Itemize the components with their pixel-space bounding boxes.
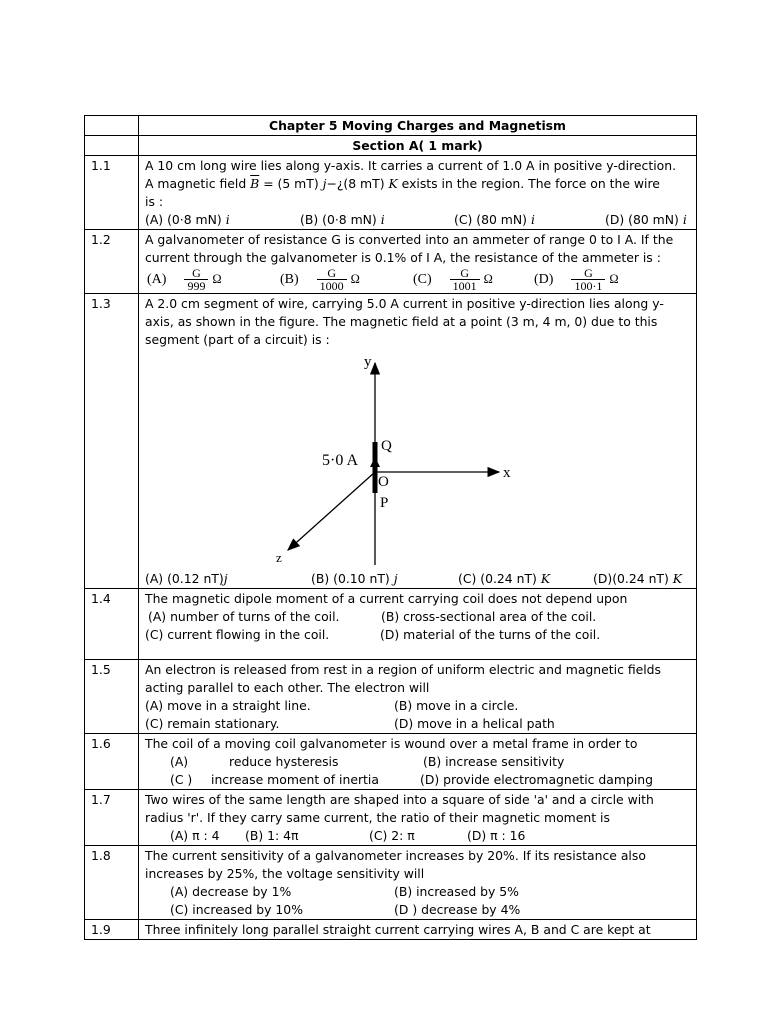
denominator: 999 xyxy=(184,279,208,292)
text-run: −¿(8 mT) xyxy=(326,176,389,191)
option-a xyxy=(145,211,230,229)
unit-vector-j: j xyxy=(223,571,228,586)
ohm-symbol: Ω xyxy=(212,272,222,286)
option-b xyxy=(280,267,360,292)
question-table xyxy=(84,115,697,940)
options-line xyxy=(145,626,690,644)
text-run: = (5 mT) xyxy=(259,176,323,191)
option-text: (C) (0.24 nT) xyxy=(458,571,537,586)
current-label: 5·0 A xyxy=(322,452,358,469)
options-line xyxy=(145,883,690,901)
option-text: (B) (0.10 nT) xyxy=(311,571,390,586)
title-blank-cell xyxy=(85,116,139,136)
question-number: 1.6 xyxy=(85,734,139,790)
question-text: acting parallel to each other. The electron will xyxy=(145,680,430,695)
fraction xyxy=(571,267,605,292)
option-b: (B) move in a circle. xyxy=(394,698,519,713)
option-c xyxy=(454,211,535,229)
option-text: (A) (0.12 nT) xyxy=(145,571,224,586)
question-row-1-1 xyxy=(85,156,697,230)
ohm-symbol: Ω xyxy=(609,272,619,286)
question-body xyxy=(139,846,697,920)
option-b xyxy=(300,211,385,229)
text-run: A magnetic field xyxy=(145,176,251,191)
fraction xyxy=(184,267,208,292)
options-line xyxy=(145,715,690,733)
denominator: 1000 xyxy=(317,279,347,292)
vector-b-symbol: $\overline{B}$ xyxy=(250,176,260,191)
option-d: (D) π : 16 xyxy=(467,828,526,843)
question-number: 1.1 xyxy=(85,156,139,230)
options-line xyxy=(145,753,690,771)
unit-vector-k: K xyxy=(672,571,683,586)
numerator: G xyxy=(327,266,336,280)
x-axis-label: x xyxy=(503,465,511,481)
option-label: (B) xyxy=(280,271,299,287)
option-label: (C) xyxy=(413,271,432,287)
question-text: radius 'r'. If they carry same current, the ratio of their magnetic moment is xyxy=(145,810,610,825)
option-c-text: increase moment of inertia xyxy=(211,772,379,787)
numerator: G xyxy=(192,266,201,280)
question-text: current through the galvanometer is 0.1% of I A, the resistance of the ammeter is : xyxy=(145,250,661,265)
option-d xyxy=(593,570,682,588)
question-body xyxy=(139,790,697,846)
question-body xyxy=(139,589,697,660)
question-body xyxy=(139,156,697,230)
option-c: (C) increased by 10% xyxy=(170,902,303,917)
option-c: (C) current flowing in the coil. xyxy=(145,627,330,642)
axes-figure xyxy=(145,349,685,570)
fraction xyxy=(317,267,347,292)
chapter-title: Chapter 5 Moving Charges and Magnetism xyxy=(139,116,697,136)
option-c xyxy=(413,267,493,292)
question-number: 1.2 xyxy=(85,230,139,294)
options-line xyxy=(145,827,690,845)
question-row-1-3 xyxy=(85,294,697,589)
options-line xyxy=(145,267,690,293)
option-d xyxy=(534,267,619,292)
option-d: (D ) decrease by 4% xyxy=(394,902,521,917)
option-text: (C) (80 mN) xyxy=(454,212,527,227)
option-a xyxy=(147,267,222,292)
option-text: (A) (0·8 mN) xyxy=(145,212,222,227)
numerator: G xyxy=(584,266,593,280)
question-text: segment (part of a circuit) is : xyxy=(145,332,330,347)
question-number: 1.8 xyxy=(85,846,139,920)
question-number: 1.9 xyxy=(85,920,139,940)
title-row xyxy=(85,116,697,136)
option-d: (D) provide electromagnetic damping xyxy=(420,772,653,787)
option-b: (B) increased by 5% xyxy=(394,884,519,899)
question-number: 1.5 xyxy=(85,660,139,734)
question-text: The magnetic dipole moment of a current carrying coil does not depend upon xyxy=(145,591,628,606)
options-line xyxy=(145,211,690,229)
option-a-text: reduce hysteresis xyxy=(229,754,339,769)
question-text: axis, as shown in the figure. The magnetic field at a point (3 m, 4 m, 0) due to this xyxy=(145,314,658,329)
unit-vector-j: j xyxy=(393,571,398,586)
options-line xyxy=(145,901,690,919)
question-row-1-9 xyxy=(85,920,697,940)
question-text: The current sensitivity of a galvanometer increases by 20%. If its resistance also xyxy=(145,848,646,863)
question-text: The coil of a moving coil galvanometer is wound over a metal frame in order to xyxy=(145,736,638,751)
z-axis xyxy=(288,472,375,550)
z-axis-label: z xyxy=(276,550,282,565)
current-arrow-icon xyxy=(370,457,380,467)
question-text: A galvanometer of resistance G is converted into an ammeter of range 0 to I A. If the xyxy=(145,232,674,247)
question-text: An electron is released from rest in a region of uniform electric and magnetic fields xyxy=(145,662,662,677)
question-text: Two wires of the same length are shaped into a square of side 'a' and a circle with xyxy=(145,792,654,807)
unit-vector-k: K xyxy=(540,571,551,586)
unit-vector-i: i xyxy=(380,212,385,227)
options-line xyxy=(145,608,690,626)
point-q-label: Q xyxy=(381,438,392,454)
section-blank-cell xyxy=(85,136,139,156)
option-c-label: (C ) xyxy=(170,772,193,787)
question-number: 1.4 xyxy=(85,589,139,660)
question-text: A 10 cm long wire lies along y-axis. It carries a current of 1.0 A in positive y-direction. xyxy=(145,158,677,173)
question-body xyxy=(139,294,697,589)
option-c xyxy=(458,570,550,588)
text-run: exists in the region. The force on the wire xyxy=(397,176,660,191)
section-heading: Section A( 1 mark) xyxy=(139,136,697,156)
option-a-label: (A) xyxy=(170,754,189,769)
question-text: is : xyxy=(145,194,164,209)
option-a: (A) decrease by 1% xyxy=(170,884,292,899)
option-label: (A) xyxy=(147,271,167,287)
section-row xyxy=(85,136,697,156)
question-row-1-2 xyxy=(85,230,697,294)
question-row-1-6 xyxy=(85,734,697,790)
option-c: (C) 2: π xyxy=(369,828,415,843)
question-text: Three infinitely long parallel straight current carrying wires A, B and C are kept at xyxy=(145,922,651,937)
option-text: (D)(0.24 nT) xyxy=(593,571,669,586)
question-row-1-4 xyxy=(85,589,697,660)
point-o-label: O xyxy=(378,474,389,490)
option-d xyxy=(605,211,687,229)
option-text: (B) (0·8 mN) xyxy=(300,212,377,227)
option-a: (A) π : 4 xyxy=(170,828,220,843)
denominator: 100·1 xyxy=(571,279,605,292)
question-body xyxy=(139,920,697,940)
denominator: 1001 xyxy=(450,279,480,292)
question-body xyxy=(139,734,697,790)
unit-vector-i: i xyxy=(682,212,687,227)
question-row-1-7 xyxy=(85,790,697,846)
fraction xyxy=(450,267,480,292)
option-a xyxy=(145,570,228,588)
ohm-symbol: Ω xyxy=(350,272,360,286)
question-body xyxy=(139,230,697,294)
option-b: (B) increase sensitivity xyxy=(423,754,565,769)
option-d: (D) material of the turns of the coil. xyxy=(380,627,601,642)
point-p-label: P xyxy=(380,495,389,511)
unit-vector-j: j xyxy=(322,176,327,191)
option-b: (B) cross-sectional area of the coil. xyxy=(381,609,597,624)
ohm-symbol: Ω xyxy=(483,272,493,286)
option-a: (A) number of turns of the coil. xyxy=(148,609,340,624)
numerator: G xyxy=(460,266,469,280)
question-number: 1.3 xyxy=(85,294,139,589)
question-text: A 2.0 cm segment of wire, carrying 5.0 A current in positive y-direction lies along y- xyxy=(145,296,664,311)
y-axis-label: y xyxy=(364,354,372,370)
unit-vector-k: K xyxy=(388,176,398,191)
option-label: (D) xyxy=(534,271,554,287)
question-row-1-5 xyxy=(85,660,697,734)
options-line xyxy=(145,771,690,789)
option-b xyxy=(311,570,398,588)
question-text-field xyxy=(145,175,690,193)
option-text: (D) (80 mN) xyxy=(605,212,679,227)
options-line xyxy=(145,697,690,715)
question-body xyxy=(139,660,697,734)
unit-vector-i: i xyxy=(225,212,230,227)
option-b: (B) 1: 4π xyxy=(245,828,299,843)
option-a: (A) move in a straight line. xyxy=(145,698,311,713)
question-row-1-8 xyxy=(85,846,697,920)
question-number: 1.7 xyxy=(85,790,139,846)
unit-vector-i: i xyxy=(530,212,535,227)
option-c: (C) remain stationary. xyxy=(145,716,280,731)
options-line xyxy=(145,570,690,588)
option-d: (D) move in a helical path xyxy=(394,716,555,731)
question-text: increases by 25%, the voltage sensitivity will xyxy=(145,866,425,881)
